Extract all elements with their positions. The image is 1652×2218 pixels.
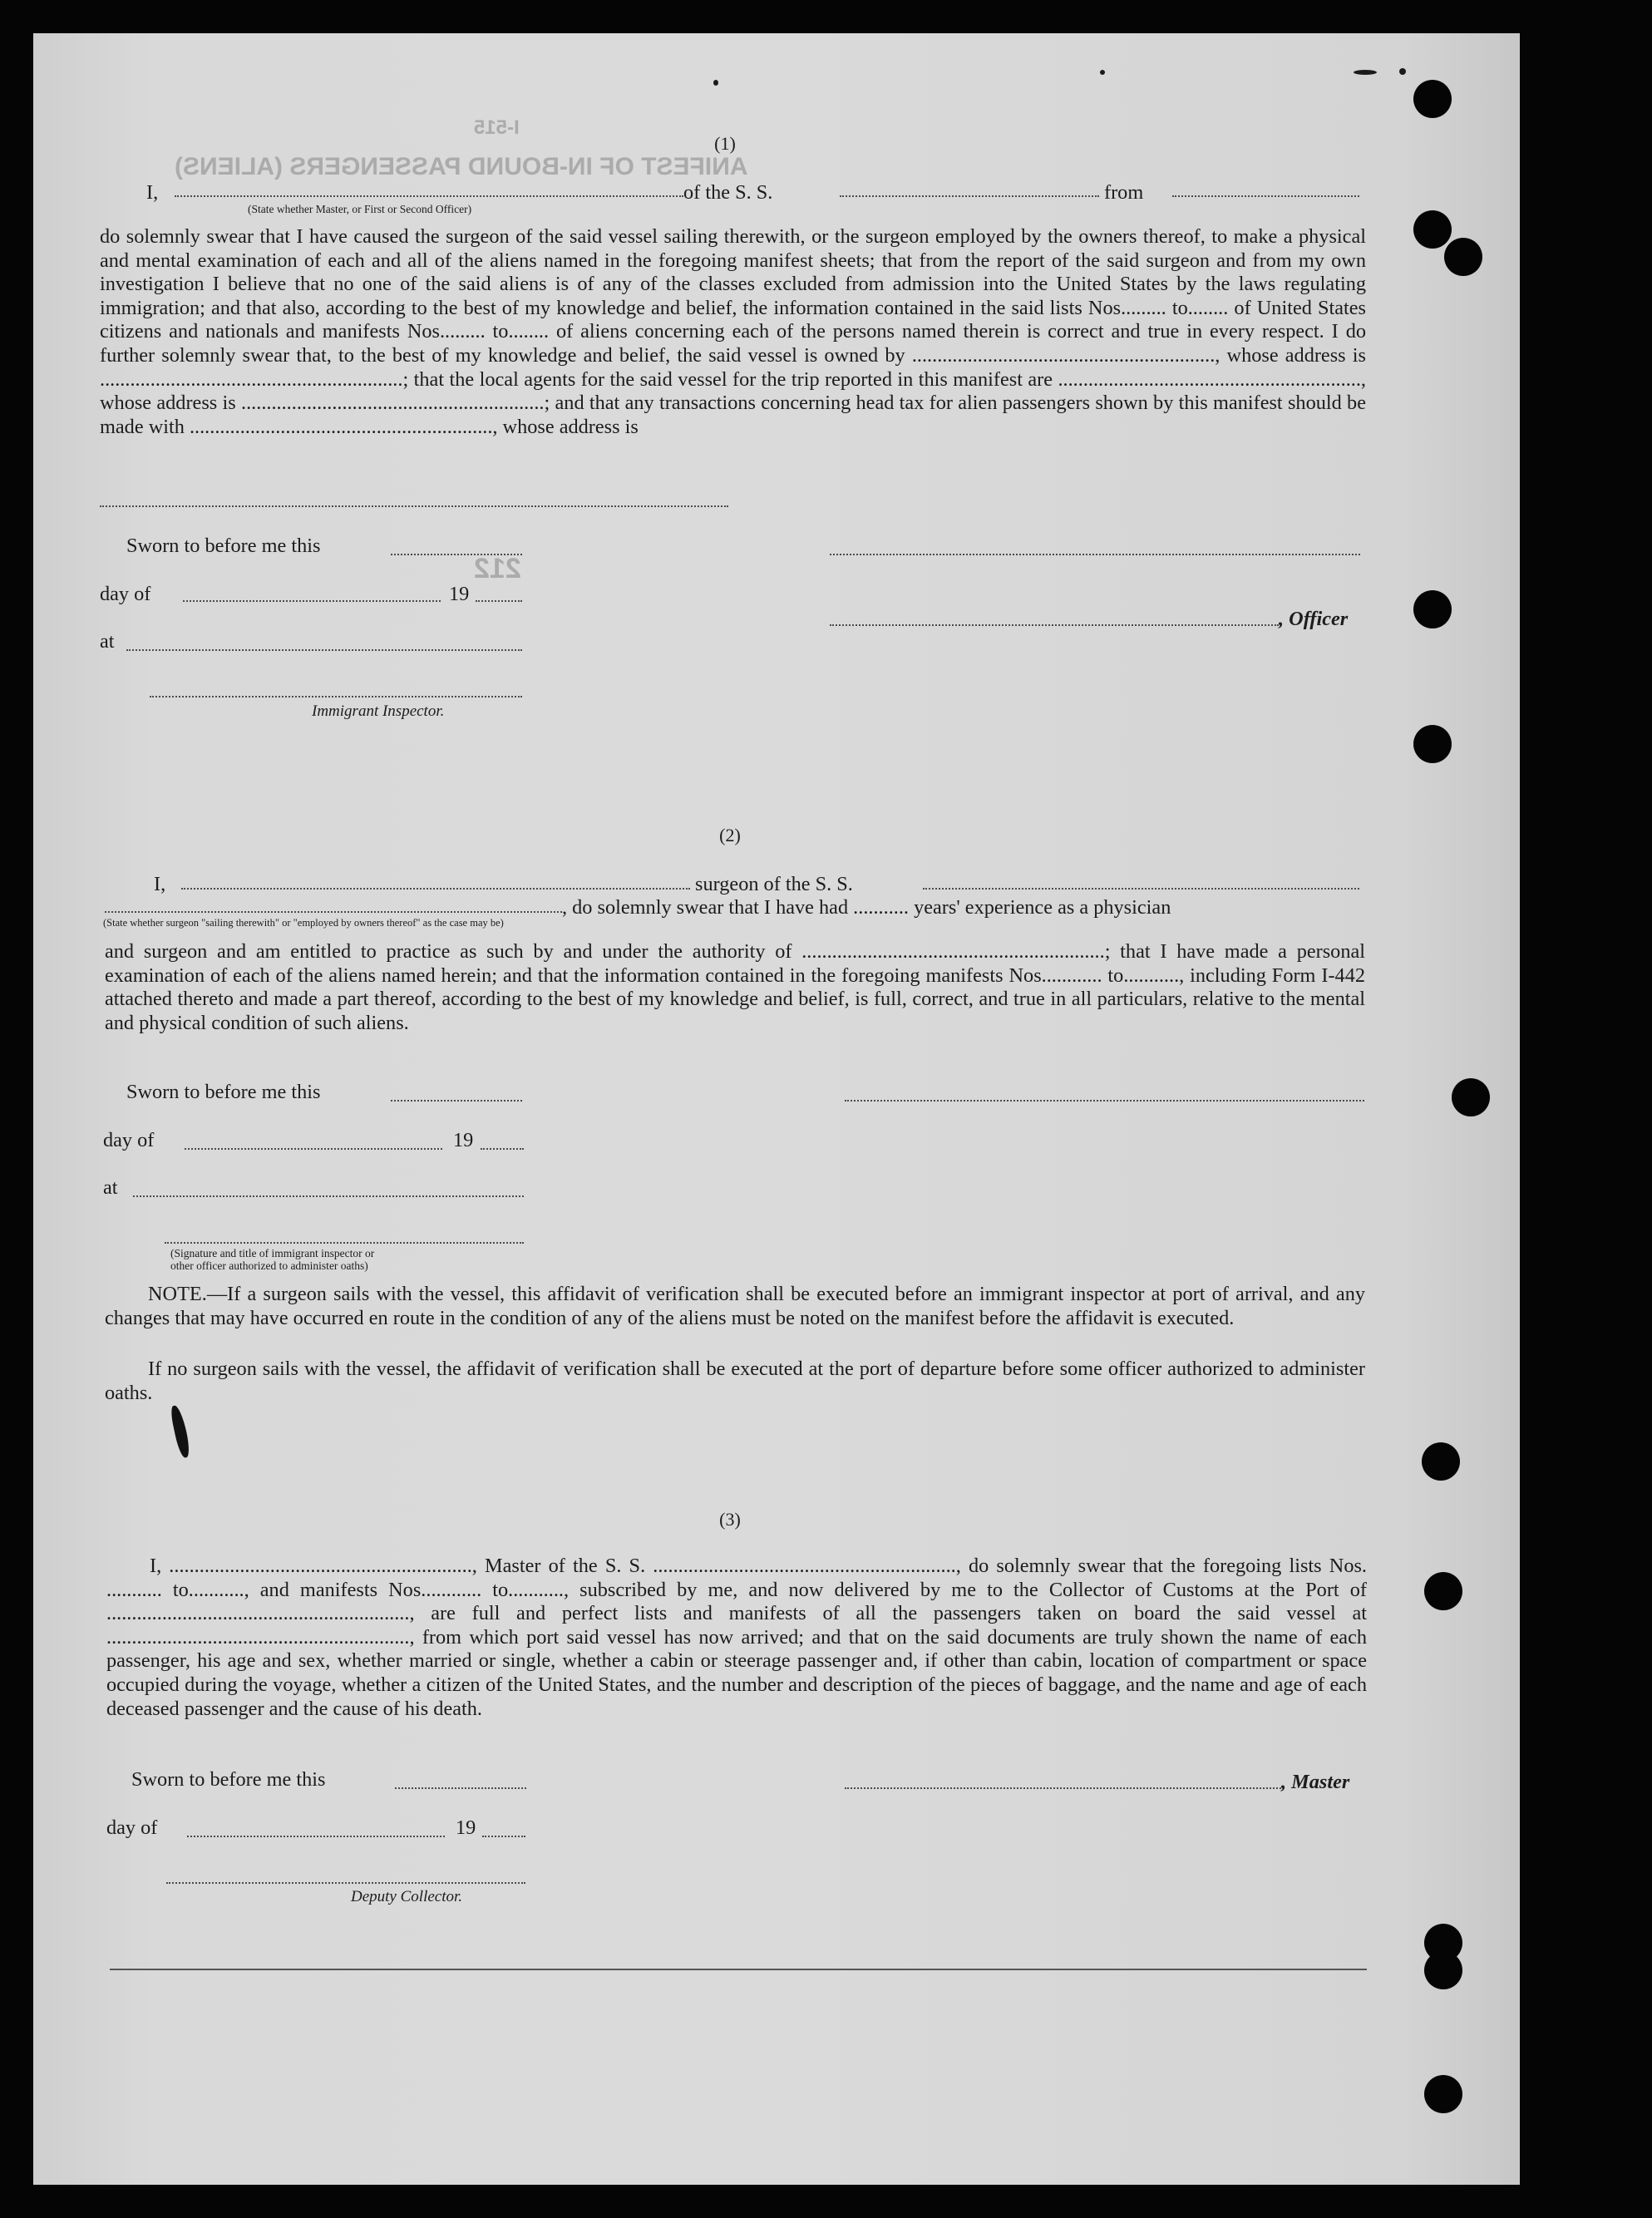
collector-label: Deputy Collector. — [351, 1888, 463, 1905]
at-place-field[interactable] — [133, 1195, 524, 1197]
bleed-through-form-number: I-515 — [474, 116, 520, 139]
speck — [1354, 70, 1377, 75]
sworn-label: Sworn to before me this — [131, 1768, 326, 1791]
bleed-through-stamp: 212 — [474, 553, 521, 584]
day-of-label: day of — [100, 583, 151, 605]
punch-hole — [1424, 2075, 1462, 2113]
surgeon-status-field[interactable] — [105, 911, 562, 913]
surgeon-signature-field[interactable] — [845, 1100, 1364, 1102]
punch-hole — [1413, 80, 1452, 118]
officer-signature-field[interactable] — [830, 554, 1360, 555]
punch-hole — [1452, 1078, 1490, 1116]
master-signature-field[interactable] — [845, 1787, 1281, 1789]
punch-hole — [1444, 238, 1482, 276]
bleed-through-heading: ANIFEST OF IN-BOUND PASSENGERS (ALIENS) — [175, 153, 748, 180]
collector-signature-field[interactable] — [166, 1882, 525, 1884]
from-port-field[interactable] — [1172, 195, 1359, 197]
year-field[interactable] — [481, 1148, 524, 1150]
from-label: from — [1104, 181, 1144, 204]
sworn-date-field[interactable] — [395, 1787, 526, 1789]
speck — [1399, 68, 1406, 75]
year-field[interactable] — [476, 600, 522, 602]
sworn-label: Sworn to before me this — [126, 1081, 321, 1103]
year-label: 19 — [456, 1816, 476, 1839]
at-place-field[interactable] — [126, 649, 522, 651]
section-3-body: I, ............................................................, Master of the S. S. ............................................................, do solemnly swear that the foregoing lists Nos. ........... to..........., and manifests Nos............ to..........., subscribed by me, and now delivered by me to the Collector of Customs at the Port of ............................................................, are full and perfect lists and manifests of all the passengers taken on board the said vessel at ............................................................, from which port said vessel has now arrived; and that on the said documents are truly shown the name of each passenger, his age and sex, whether married or single, whether a cabin or steerage passenger and, if other than cabin, location of compartment or space occupied during the voyage, whether a citizen of the United States, and the number and description of the pieces of baggage, and the name and age of each deceased passenger and the cause of his death. — [106, 1555, 1367, 1720]
section-1-i: I, — [146, 181, 159, 204]
punch-hole — [1422, 1442, 1460, 1481]
year-label: 19 — [453, 1129, 474, 1151]
officer-name-field[interactable] — [175, 195, 683, 197]
year-field[interactable] — [482, 1836, 525, 1837]
at-label: at — [103, 1176, 118, 1199]
punch-hole — [1413, 590, 1452, 628]
sworn-date-field[interactable] — [391, 554, 522, 555]
punch-hole — [1413, 725, 1452, 763]
section-1-hint: (State whether Master, or First or Second Officer) — [248, 203, 472, 215]
surgeon-swear: , do solemnly swear that I have had ........... years' experience as a physician — [562, 896, 1171, 919]
section-1-body: do solemnly swear that I have caused the surgeon of the said vessel sailing therewith, or the surgeon employed by the owners thereof, to make a physical and mental examination of each and all of the aliens named in the foregoing manifest sheets; that from the report of the said surgeon and from my own investigation I believe that no one of the said aliens is of any of the classes excluded from admission into the United States by the laws regulating immigration; and that also, according to the best of my knowledge and belief, the information contained in the said lists Nos......... to........ of United States citizens and nationals and manifests Nos......... to........ of aliens concerning each of the persons named therein is correct and true in every respect. I do further solemnly swear that, to the best of my knowledge and belief, the said vessel is owned by ............................................................, whose address is ............................................................; that the local agents for the said vessel for the trip reported in this manifest are ............................................................, whose address is ............................................................; and that any transactions concerning head tax for alien passengers shown by this manifest should be made with ............................................................, whose address is — [100, 225, 1366, 438]
inspector-label: Immigrant Inspector. — [312, 702, 445, 720]
inspector-signature-field[interactable] — [150, 696, 522, 697]
surgeon-of-ss-label: surgeon of the S. S. — [695, 873, 853, 895]
officer-label: , Officer — [1279, 608, 1349, 630]
section-3-number: (3) — [719, 1509, 741, 1530]
sworn-date-field[interactable] — [391, 1100, 522, 1102]
officer-title-field[interactable] — [830, 624, 1279, 626]
punch-hole — [1424, 1951, 1462, 1989]
month-field[interactable] — [187, 1836, 445, 1837]
vessel-name-field[interactable] — [840, 195, 1099, 197]
signature-note-2: other officer authorized to administer oaths) — [170, 1259, 368, 1272]
speck — [713, 80, 718, 86]
punch-hole — [1413, 210, 1452, 249]
bottom-rule — [110, 1969, 1367, 1970]
month-field[interactable] — [185, 1148, 442, 1150]
surgeon-note: NOTE.—If a surgeon sails with the vessel, this affidavit of verification shall be executed before an immigrant inspector at port of arrival, and any changes that may have occurred en route in the condition of any of the aliens must be noted on the manifest before the affidavit is executed. — [105, 1283, 1365, 1329]
section-2-hint: (State whether surgeon "sailing therewith" or "employed by owners thereof" as the case may be) — [103, 917, 504, 929]
year-label: 19 — [449, 583, 470, 605]
at-label: at — [100, 630, 115, 653]
day-of-label: day of — [106, 1816, 158, 1839]
speck — [1100, 70, 1105, 75]
surgeon-note-2: If no surgeon sails with the vessel, the affidavit of verification shall be executed at the port of departure before some officer authorized to administer oaths. — [105, 1358, 1365, 1404]
surgeon-vessel-field[interactable] — [923, 888, 1359, 890]
day-of-label: day of — [103, 1129, 155, 1151]
section-1-number: (1) — [714, 133, 736, 154]
sworn-label: Sworn to before me this — [126, 535, 321, 557]
surgeon-name-field[interactable] — [181, 888, 690, 890]
of-ss-label: of the S. S. — [683, 181, 773, 204]
section-2-i: I, — [154, 873, 166, 895]
signature-note-1: (Signature and title of immigrant inspector or — [170, 1247, 375, 1259]
inspector-signature-field[interactable] — [165, 1242, 524, 1244]
section-2-number: (2) — [719, 825, 741, 845]
whose-address-continuation-field[interactable] — [100, 505, 728, 507]
section-2-body: and surgeon and am entitled to practice as such by and under the authority of ............................................................; that I have made a personal examination of each of the aliens named herein; and that the information contained in the foregoing manifests Nos............ to..........., including Form I-442 attached thereto and made a part thereof, according to the best of my knowledge and belief, is full, correct, and true in all particulars, relative to the mental and physical condition of such aliens. — [105, 940, 1365, 1034]
master-label: , Master — [1281, 1771, 1350, 1793]
punch-hole — [1424, 1572, 1462, 1610]
month-field[interactable] — [183, 600, 441, 602]
